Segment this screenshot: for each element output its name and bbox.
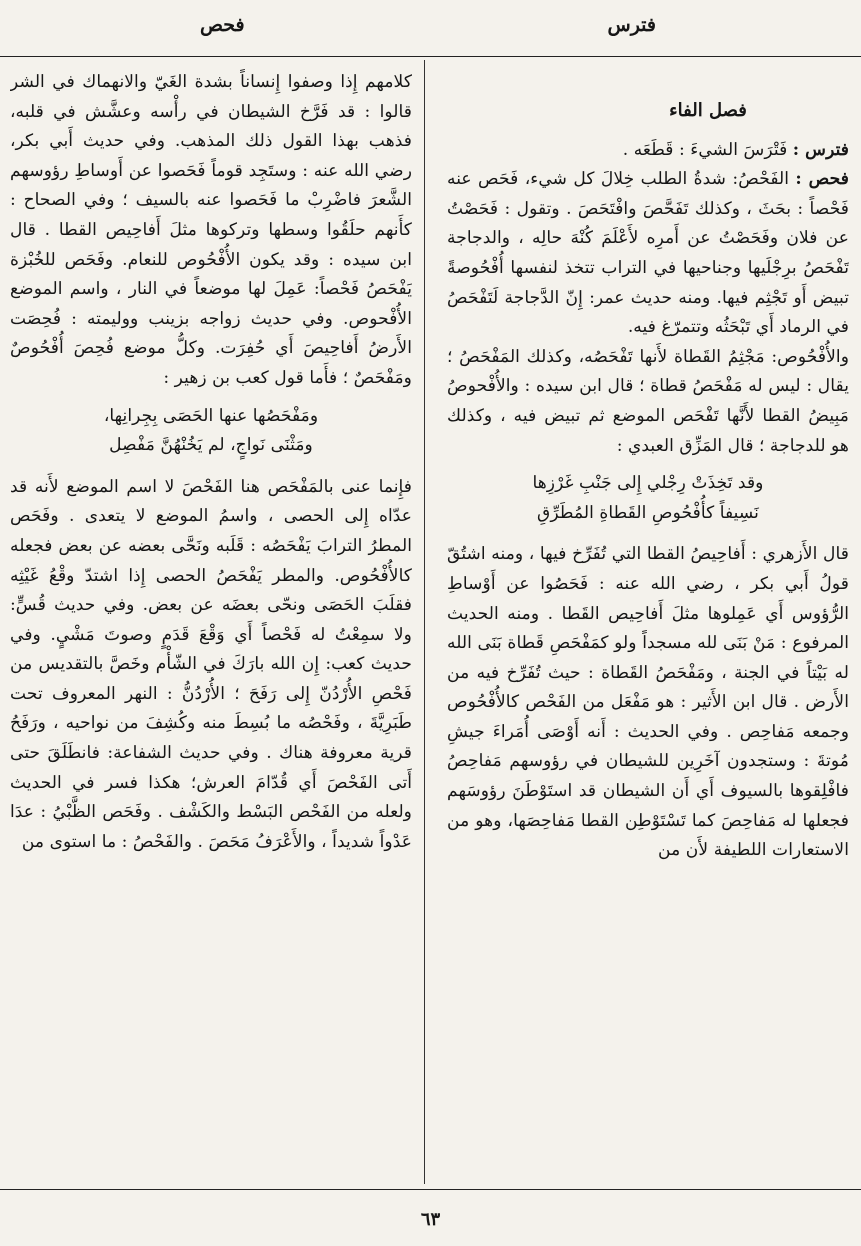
left-para2: فإِنما عنى بالمَفْحَص هنا الفَحْصَ لا اسم الموضع لأَنه قد عدّاه إِلى الحصى ، واسمُ الموضع لا يتعدى . وفَحَص المطرُ الترابَ يَفْحَصُه : قَلَبه ونَحَّى بعضه عن بعض فجعله كالأُفْحُوص. والمطر يَفْحَصُ الحصى إِذا اشتدّ وقْعُ غَيْثِه فقلَبَ الحَصَى ونحّى بعضَه عن بعض. وفي حديث قُسٍّ: ولا سمِعْتُ له فَحْصاً أَي وَقْعَ قَدَمٍ وصوتَ مَشْيٍ. وفي حديث كعب: إِن الله بارَكَ في الشّأْم وخَصَّ بالتقديس من فَحْصِ الأُرْدُنّ إِلى رَفَحَ ؛ الأُرْدُنُّ : النهر المعروف تحت طَبَرِيَّةَ ، وفَحْصُه ما بُسِطَ منه وكُشِفَ من نواحيه ، ورَفَحُ قرية معروفة هناك . وفي حديث الشفاعة: فانطَلَقَ حتى أَتى الفَحْصَ أَي قُدّامَ العرش؛ هكذا فسر في الحديث ولعله من الفَحْص البَسْط والكَشْف . وفَحَص الظَّبْيُ : عدَا عَدْواً شديداً ، والأَعْرَفُ مَحَصَ . والفَحْصُ : ما استوى من [10, 476, 412, 852]
verse-line-1: ومَفْحَصُها عنها الحَصَى بِجِرانِها، [103, 405, 319, 426]
verse-kaab [10, 402, 412, 461]
page-number: ٦٣ [420, 1209, 441, 1230]
bottom-rule [0, 1189, 861, 1190]
entry-fahasa-para1 [447, 165, 849, 343]
right-running-head: فترس [607, 14, 656, 36]
left-running-head: فحص [200, 14, 245, 36]
entry-fatrasa-text: فَتْرَسَ الشيءَ : قَطَعَه . [622, 139, 788, 160]
verse-mazziq [447, 469, 849, 528]
verse-line-1: وقد تَخِذَتْ رِجْلي إِلى جَنْبِ غَرْزِها [532, 473, 764, 494]
right-column [447, 68, 849, 1184]
section-title: فصل الفاء [669, 100, 747, 121]
entry-fahasa-para2: والأُفْحُوص: مَجْثِمُ القَطاة لأَنها تَفْحَصُه، وكذلك المَفْحَصُ ؛ يقال : ليس له مَفْحَصُ قطاة ؛ قال ابن سيده : والأُفْحوصُ مَبِيضُ القطا لأَنَّها تَفْحَص الموضع ثم تبيض فيه ، وكذلك هو للدجاجة ؛ قال المَزِّق العبدي : [447, 346, 849, 456]
headword-fahasa: فحص : [795, 169, 849, 190]
entry-fahasa-para3: قال الأَزهري : أَفاحِيصُ القطا التي تُفَرِّخ فيها ، ومنه اشتُقّ قولُ أَبي بكر ، رضي الله عنه : فَحَصُوا عن أَوْساطِ الرُّؤوس أَي عَمِلوها مثلَ أَفاحِيص القَطا . ومنه الحديث المرفوع : مَنْ بَنَى لله مسجداً ولو كمَفْحَصِ قَطاة بَنَى الله له بَيْتاً في الجنة ، ومَفْحَصُ القَطاة : حيث تُفَرِّخ فيه من الأَرض . قال ابن الأَثير : هو مَفْعَل من الفَحْص كالأُفْحُوص وجمعه مَفاحِص . وفي الحديث : أَنه أَوْصَى أُمَراءَ جيشِ مُوتةَ : وستجدون آخَرِين للشيطان في رؤوسهم مَفاحِصُ فافْلِقوها بالسيوف أَي أَن الشيطان قد استَوْطَنَ رؤوسَهم فجعلها له مَفاحِصَ كما تَسْتَوْطِن القطا مَفاحِصَها، وهو من الاستعارات اللطيفة لأَن من [447, 544, 849, 861]
left-column [10, 68, 412, 1184]
entry-fatrasa [447, 136, 849, 166]
headword-fatrasa: فترس : [792, 139, 849, 160]
entry-fahasa-text1: الفَحْصُ: شدةُ الطلب خِلالَ كل شيء، فَحَص عنه فَحْصاً : بحَثَ ، وكذلك تَفَحَّصَ وافْتَحَصَ . وتقول : فَحَصْتُ عن فلان وفَحَصْتُ عن أَمرِه لأَعْلَمَ كُنْهَ حالِه ، والدجاجة تَفْحَصُ برِجْلَيها وجناحيها في التراب تتخذ لنفسها أُفْحُوصةً تبيض أَو تَجْثِم فيها. ومنه حديث عمر: إِنّ الدَّجاجة لَتَفْحَصُ في الرماد أَي تَبْحَثُه وتتمرّغ فيه. [447, 169, 849, 338]
top-rule [0, 56, 861, 57]
left-para1: كلامهم إِذا وصفوا إِنساناً بشدة الغَيّ والانهماك في الشر قالوا : قد فَرَّخ الشيطان في رأْسه وعشَّش في قلبه، فذهب بهذا القول ذلك المذهب. وفي حديث أَبي بكر، رضي الله عنه : وستَجِد قوماً فَحَصوا عن أَوساطِ رؤوسهم الشَّعرَ فاضْرِبْ ما فَحَصوا عنه بالسيف ؛ وفي الصحاح : كأَنهم حلَقُوا وسطها وتركوها مثلَ أَفاحِيص القطا . قال ابن سيده : وقد يكون الأُفْحُوص للنعام. وفَحَص للخُبْزة يَفْحَصُ فَحْصاً: عَمِلَ لها موضعاً في النار ، واسم الموضع الأُفْحوص. وفي حديث زواجه بزينب ووليمته : فُحِصَت الأَرضُ أَفاحِيصَ أَي حُفِرَت. وكلُّ موضع فُحِصَ أُفْحُوصٌ ومَفْحَصٌ ؛ فأَما قول كعب بن زهير : [10, 72, 412, 388]
verse-line-2: نَسِيفاً كأُفْحُوصِ القَطاةِ المُطَرِّقِ [537, 502, 759, 523]
verse-line-2: ومَثْنَى نَواجٍ، لم يَخُنْهُنَّ مَفْصِل [109, 435, 313, 456]
column-divider [424, 60, 425, 1184]
